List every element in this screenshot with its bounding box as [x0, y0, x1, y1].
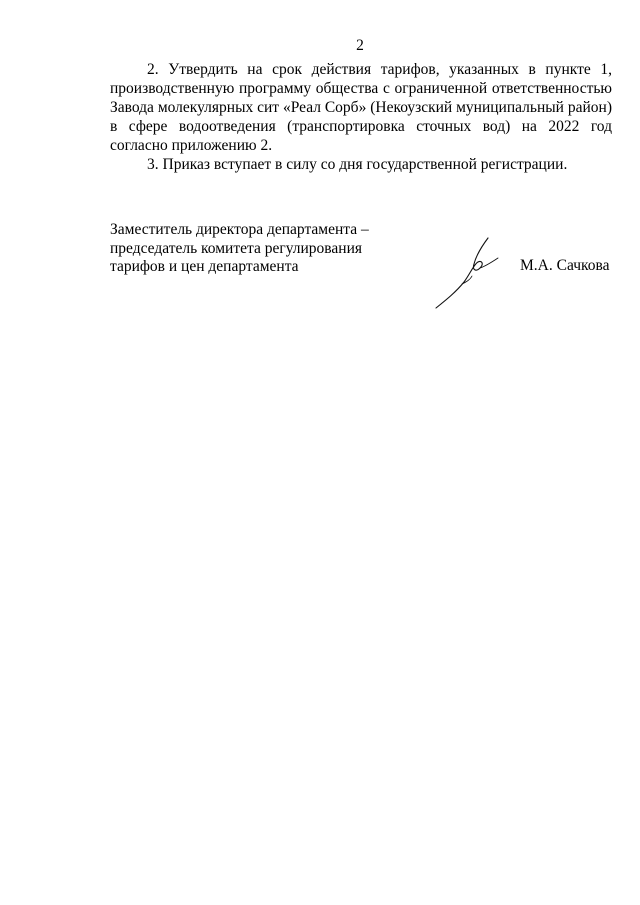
- paragraph-item-2: 2. Утвердить на срок действия тарифов, указанных в пункте 1, производственную программу общества с ограниченной ответственностью Завода молекулярных сит «Реал Сорб» (Некоузский муниципальный район) в сфере водоотведения (транспортировка сточных вод) на 2022 год согласно приложению 2.: [110, 61, 612, 154]
- signatory-position-line: Заместитель директора департамента –: [110, 221, 369, 238]
- page-number: 2: [356, 37, 364, 54]
- signatory-position: [110, 221, 410, 277]
- signatory-name: М.А. Сачкова: [520, 257, 610, 274]
- document-body: [110, 60, 612, 174]
- paragraph-item-3: 3. Приказ вступает в силу со дня государственной регистрации.: [147, 156, 568, 173]
- signatory-position-line: тарифов и цен департамента: [110, 258, 299, 276]
- signatory-position-line: председатель комитета регулирования: [110, 239, 363, 257]
- handwritten-signature: [432, 232, 512, 312]
